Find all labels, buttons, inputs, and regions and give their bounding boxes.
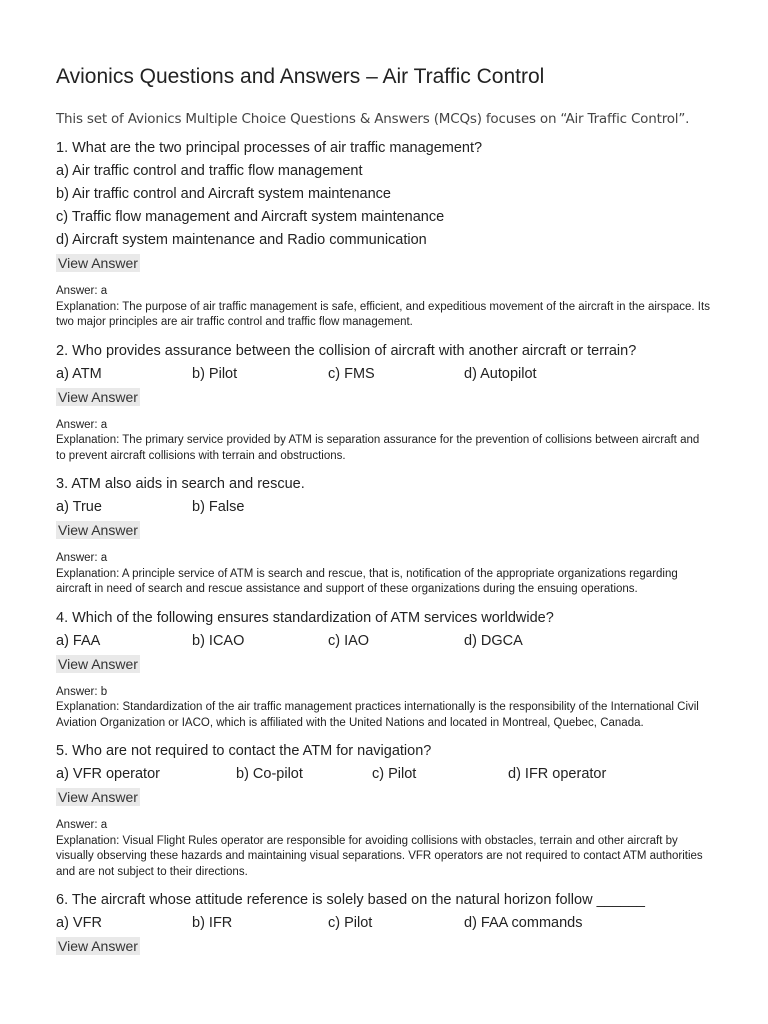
option-a: a) True bbox=[56, 499, 102, 515]
option-c: c) IAO bbox=[328, 632, 370, 649]
question-block-2 bbox=[56, 341, 712, 465]
question-block-5 bbox=[56, 741, 712, 880]
view-answer-button[interactable]: View Answer bbox=[58, 789, 138, 805]
intro-text: This set of Avionics Multiple Choice Questions & Answers (MCQs) focuses on “Air Traffic Control”. bbox=[56, 111, 690, 127]
answer-block bbox=[56, 685, 712, 732]
answer-text: Answer: a bbox=[56, 819, 108, 831]
view-answer-button[interactable]: View Answer bbox=[58, 388, 138, 405]
option-a: a) Air traffic control and traffic flow management bbox=[56, 163, 363, 179]
option-b: b) Pilot bbox=[192, 365, 238, 382]
question-block-3 bbox=[56, 474, 712, 598]
answer-block bbox=[56, 418, 712, 465]
view-answer-button[interactable]: View Answer bbox=[58, 522, 138, 538]
view-answer-button[interactable]: View Answer bbox=[58, 655, 138, 672]
options-row bbox=[56, 497, 712, 517]
answer-text: Answer: b bbox=[56, 685, 108, 698]
question-block-6 bbox=[56, 890, 712, 956]
option-d: d) FAA commands bbox=[464, 915, 583, 931]
question-text: 3. ATM also aids in search and rescue. bbox=[56, 476, 305, 492]
option-c: c) Pilot bbox=[328, 915, 373, 931]
answer-text: Answer: a bbox=[56, 418, 108, 431]
option-b: b) IFR bbox=[192, 915, 233, 931]
answer-block bbox=[56, 284, 712, 331]
view-answer-button[interactable]: View Answer bbox=[58, 938, 138, 954]
explanation-text: Explanation: Visual Flight Rules operator are responsible for avoiding collisions with obstacles, terrain and other aircraft by visually observing these hazards and maintaining visual separations. VFR operators are not required to contact ATM authorities and are not subject to their directions. bbox=[56, 834, 703, 878]
option-b: b) False bbox=[192, 499, 245, 515]
options-row bbox=[56, 631, 712, 651]
option-d: d) IFR operator bbox=[508, 766, 607, 782]
option-b: b) Air traffic control and Aircraft system maintenance bbox=[56, 186, 391, 202]
explanation-text: Explanation: A principle service of ATM is search and rescue, that is, notification of the appropriate organizations regarding aircraft in need of search and rescue assistance and support of these organizations during the ensuing operations. bbox=[56, 567, 678, 595]
explanation-text: Explanation: The purpose of air traffic management is safe, efficient, and expeditious movement of the aircraft in the airspace. Its two major principles are air traffic control and traffic flow management. bbox=[56, 300, 710, 328]
answer-block bbox=[56, 818, 712, 880]
question-text: 4. Which of the following ensures standardization of ATM services worldwide? bbox=[56, 609, 554, 626]
page-title: Avionics Questions and Answers – Air Traffic Control bbox=[56, 65, 545, 88]
option-c: c) Pilot bbox=[372, 766, 417, 782]
option-a: a) VFR bbox=[56, 915, 102, 931]
answer-text: Answer: a bbox=[56, 552, 108, 564]
option-a: a) FAA bbox=[56, 632, 101, 649]
option-d: d) DGCA bbox=[464, 632, 523, 649]
option-d: d) Autopilot bbox=[464, 365, 537, 382]
explanation-text: Explanation: Standardization of the air traffic management practices internationally is the responsibility of the International Civil Aviation Organization or IACO, which is affiliated with the United Nations and located in Montreal, Quebec, Canada. bbox=[56, 701, 699, 729]
view-answer-button[interactable]: View Answer bbox=[58, 255, 138, 271]
options-row bbox=[56, 913, 712, 933]
answer-block bbox=[56, 551, 712, 598]
option-a: a) ATM bbox=[56, 365, 102, 382]
question-text: 1. What are the two principal processes of air traffic management? bbox=[56, 140, 483, 156]
explanation-text: Explanation: The primary service provided by ATM is separation assurance for the prevention of collisions between aircraft and to prevent aircraft collisions with terrain and obstructions. bbox=[56, 434, 700, 462]
question-text: 5. Who are not required to contact the ATM for navigation? bbox=[56, 743, 432, 759]
option-a: a) VFR operator bbox=[56, 766, 160, 782]
option-c: c) FMS bbox=[328, 365, 375, 382]
option-c: c) Traffic flow management and Aircraft system maintenance bbox=[56, 209, 445, 225]
question-text: 6. The aircraft whose attitude reference is solely based on the natural horizon follow ______ bbox=[56, 892, 645, 908]
option-b: b) Co-pilot bbox=[236, 766, 303, 782]
option-b: b) ICAO bbox=[192, 632, 245, 649]
options-row bbox=[56, 364, 712, 384]
question-text: 2. Who provides assurance between the collision of aircraft with another aircraft or terrain? bbox=[56, 342, 637, 359]
question-block-4 bbox=[56, 608, 712, 732]
options-row bbox=[56, 764, 712, 784]
option-d: d) Aircraft system maintenance and Radio communication bbox=[56, 232, 427, 248]
question-block-1 bbox=[56, 138, 712, 331]
answer-text: Answer: a bbox=[56, 285, 108, 297]
